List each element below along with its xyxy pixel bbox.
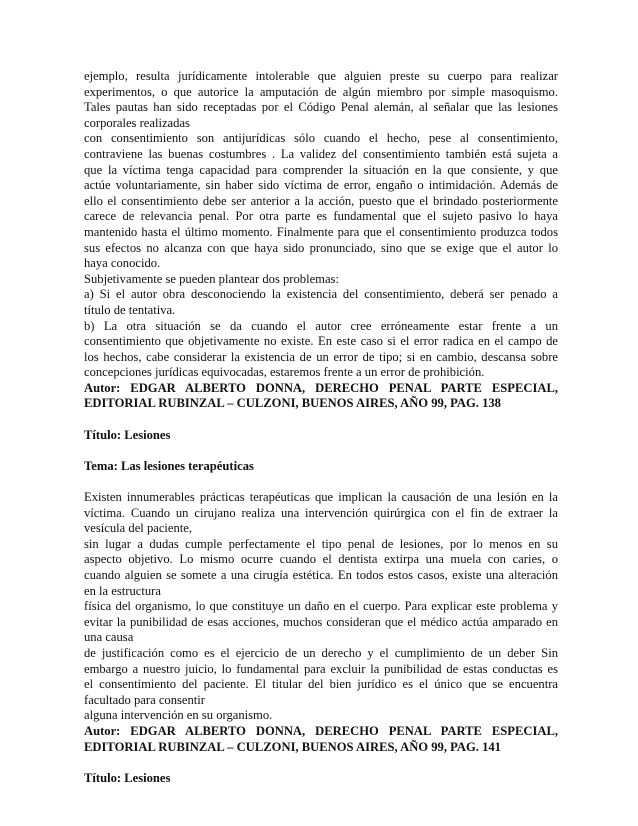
spacer <box>84 443 558 459</box>
text-line: experimentos, o que autorice la amputación de algún miembro por simple masoquismo. <box>84 84 558 99</box>
text-line: cuando alguien se somete a una cirugía estética. En todos estos casos, existe una alteración <box>84 568 558 582</box>
text-line: en la estructura <box>84 583 161 598</box>
text-line: Tales pautas han sido receptadas por el Código Penal alemán, al señalar que las lesiones <box>84 100 558 115</box>
section-title: Título: Lesiones <box>84 427 171 442</box>
text-line: de justificación como es el ejercicio de un derecho y el cumplimiento de un deber Sin <box>84 645 558 660</box>
citation-block <box>84 381 558 412</box>
text-line: los hechos, cabe considerar la existencia de un error de tipo; si en cambio, descansa sobre <box>84 349 558 364</box>
text-line: haya conocido. <box>84 256 161 271</box>
paragraph-consentimiento <box>84 69 558 381</box>
text-line: sin lugar a dudas cumple perfectamente el tipo penal de lesiones, por lo menos en su <box>84 536 558 551</box>
text-line: una causa <box>84 630 134 645</box>
text-line: que la víctima tenga capacidad para comprender la situación en la que consiente, y que <box>84 162 558 177</box>
text-line: a) Si el autor obra desconociendo la existencia del consentimiento, deberá ser penado a <box>84 287 558 302</box>
paragraph-lesiones-terapeuticas <box>84 490 558 724</box>
text-line: ejemplo, resulta jurídicamente intolerable que alguien preste su cuerpo para realizar <box>84 69 558 83</box>
citation-publisher: EDITORIAL RUBINZAL – CULZONI, BUENOS AIRES, AÑO 99, PAG. 141 <box>84 739 501 754</box>
document-page <box>84 69 558 786</box>
citation-author: Autor: EDGAR ALBERTO DONNA, DERECHO PENAL PARTE ESPECIAL, <box>84 723 558 738</box>
text-line: contraviene las buenas costumbres . La validez del consentimiento también está sujeta a <box>84 146 558 161</box>
text-line: título de tentativa. <box>84 302 176 317</box>
text-line: víctima. Cuando un cirujano realiza una intervención quirúrgica con el fin de extraer la <box>84 505 558 520</box>
text-line: actúe voluntariamente, sin haber sido víctima de error, engaño o intimidación. Además de <box>84 178 558 193</box>
text-line: b) La otra situación se da cuando el autor cree erróneamente estar frente a un <box>84 318 558 333</box>
spacer <box>84 755 558 771</box>
text-line: Existen innumerables prácticas terapéuticas que implican la causación de una lesión en la <box>84 490 558 505</box>
text-line: alguna intervención en su organismo. <box>84 708 273 723</box>
text-line: ello el consentimiento debe ser anterior a la acción, puesto que el brindado posteriormente <box>84 193 558 208</box>
section-title: Título: Lesiones <box>84 770 171 785</box>
text-line: sus efectos no alcanza con que haya sido pronunciado, sino que se exige que el autor lo <box>84 240 558 255</box>
text-line: aspecto objetivo. Lo mismo ocurre cuando el dentista extirpa una muela con caries, o <box>84 552 558 567</box>
spacer <box>84 412 558 428</box>
citation-author: Autor: EDGAR ALBERTO DONNA, DERECHO PENAL PARTE ESPECIAL, <box>84 380 558 395</box>
text-line: física del organismo, lo que constituye un daño en el cuerpo. Para explicar este problema y <box>84 599 558 614</box>
text-line: evitar la punibilidad de esas acciones, muchos consideran que el médico actúa amparado en <box>84 614 558 629</box>
section-theme: Tema: Las lesiones terapéuticas <box>84 458 254 473</box>
text-line: con consentimiento son antijurídicas sólo cuando el hecho, pese al consentimiento, <box>84 131 558 146</box>
spacer <box>84 474 558 490</box>
text-line: vesícula del paciente, <box>84 521 193 536</box>
text-line: Subjetivamente se pueden plantear dos problemas: <box>84 271 339 286</box>
text-line: el consentimiento del paciente. El titular del bien jurídico es el único que se encuentra <box>84 677 558 692</box>
citation-block <box>84 724 558 755</box>
text-line: corporales realizadas <box>84 115 190 130</box>
text-line: concepciones jurídicas equivocadas, estaremos frente a un error de prohibición. <box>84 365 485 380</box>
text-line: mantenido hasta el último momento. Finalmente para que el consentimiento produzca todos <box>84 224 558 239</box>
citation-publisher: EDITORIAL RUBINZAL – CULZONI, BUENOS AIRES, AÑO 99, PAG. 138 <box>84 396 501 411</box>
text-line: consentimiento que objetivamente no existe. En este caso si el error radica en el campo de <box>84 334 558 349</box>
text-line: carece de relevancia penal. Por otra parte es fundamental que el sujeto pasivo lo haya <box>84 209 558 224</box>
text-line: facultado para consentir <box>84 692 205 707</box>
text-line: embargo a nuestro juicio, lo fundamental para excluir la punibilidad de estas conductas es <box>84 661 558 676</box>
